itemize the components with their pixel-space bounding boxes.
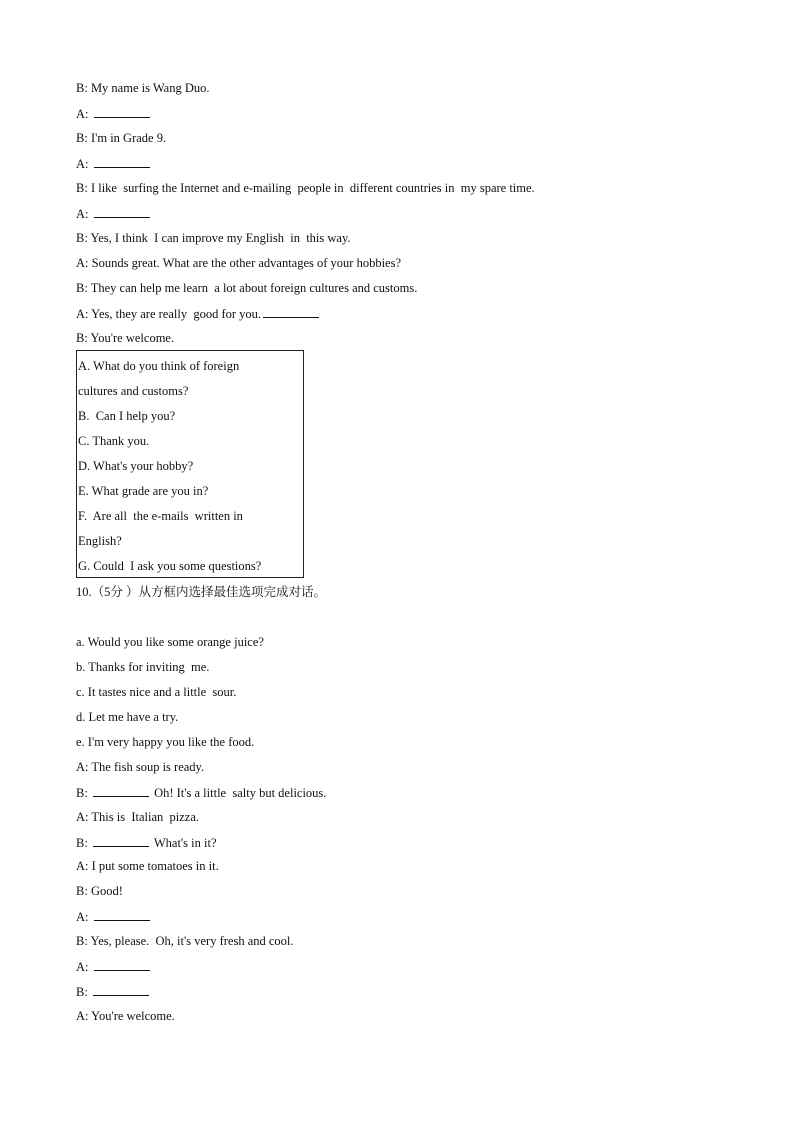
speaker-label: B: <box>76 934 88 948</box>
line-text: This is Italian pizza. <box>91 810 200 824</box>
option-item: b. Thanks for inviting me. <box>76 660 210 674</box>
dialogue-line <box>76 809 199 825</box>
speaker-label: A: <box>76 256 89 270</box>
answer-blank[interactable] <box>93 834 149 847</box>
dialogue-line <box>76 330 174 346</box>
speaker-label: B: <box>76 281 88 295</box>
dialogue-line <box>76 230 351 246</box>
question-title: 10.（5分 ）从方框内选择最佳选项完成对话。 <box>76 585 327 599</box>
answer-blank[interactable] <box>263 305 319 318</box>
option-item: a. Would you like some orange juice? <box>76 635 264 649</box>
speaker-label: A: <box>76 207 89 221</box>
dialogue-line <box>76 80 209 96</box>
dialogue-line <box>76 155 150 172</box>
speaker-label: B: <box>76 81 88 95</box>
speaker-label: A: <box>76 960 89 974</box>
dialogue-line <box>76 784 326 801</box>
speaker-label: A: <box>76 859 89 873</box>
speaker-label: A: <box>76 910 89 924</box>
line-text: What's in it? <box>153 836 217 850</box>
options-box <box>76 350 304 578</box>
option-item: English? <box>78 534 122 548</box>
speaker-label: B: <box>76 181 88 195</box>
speaker-label: B: <box>76 836 88 850</box>
option-item: c. It tastes nice and a little sour. <box>76 685 237 699</box>
speaker-label: A: <box>76 107 89 121</box>
speaker-label: A: <box>76 810 89 824</box>
dialogue-line <box>76 958 150 975</box>
line-text: Good! <box>90 884 123 898</box>
option-item: G. Could I ask you some questions? <box>78 559 262 573</box>
dialogue-line <box>76 933 294 949</box>
option-item: d. Let me have a try. <box>76 710 179 724</box>
dialogue-line <box>76 205 150 222</box>
speaker-label: A: <box>76 1009 89 1023</box>
line-text: I like surfing the Internet and e-mailing people in different countries in my spare time. <box>90 181 535 195</box>
answer-blank[interactable] <box>93 784 149 797</box>
option-item: e. I'm very happy you like the food. <box>76 735 255 749</box>
speaker-label: B: <box>76 884 88 898</box>
dialogue-line <box>76 305 319 322</box>
line-text: I put some tomatoes in it. <box>91 859 219 873</box>
answer-blank[interactable] <box>94 155 150 168</box>
speaker-label: A: <box>76 760 89 774</box>
line-text: My name is Wang Duo. <box>90 81 210 95</box>
option-item: F. Are all the e-mails written in <box>78 509 243 523</box>
dialogue-line <box>76 908 150 925</box>
speaker-label: A: <box>76 307 89 321</box>
option-item: A. What do you think of foreign <box>78 359 240 373</box>
dialogue-line <box>76 1008 175 1024</box>
speaker-label: B: <box>76 331 88 345</box>
option-item: D. What's your hobby? <box>78 459 194 473</box>
speaker-label: B: <box>76 231 88 245</box>
dialogue-line <box>76 759 204 775</box>
dialogue-line <box>76 280 417 296</box>
dialogue-line <box>76 255 401 271</box>
answer-blank[interactable] <box>94 205 150 218</box>
speaker-label: A: <box>76 157 89 171</box>
dialogue-line <box>76 180 535 196</box>
line-text: I'm in Grade 9. <box>90 131 167 145</box>
answer-blank[interactable] <box>93 983 149 996</box>
dialogue-line <box>76 834 217 851</box>
line-text: The fish soup is ready. <box>91 760 205 774</box>
option-item: B. Can I help you? <box>78 409 176 423</box>
option-item: C. Thank you. <box>78 434 150 448</box>
dialogue-line <box>76 983 149 1000</box>
dialogue-line <box>76 105 150 122</box>
answer-blank[interactable] <box>94 105 150 118</box>
answer-blank[interactable] <box>94 958 150 971</box>
speaker-label: B: <box>76 985 88 999</box>
line-text: Oh! It's a little salty but delicious. <box>154 786 327 800</box>
option-item: E. What grade are you in? <box>78 484 209 498</box>
answer-blank[interactable] <box>94 908 150 921</box>
dialogue-line <box>76 858 219 874</box>
speaker-label: B: <box>76 786 88 800</box>
speaker-label: B: <box>76 131 88 145</box>
line-text: They can help me learn a lot about foreign cultures and customs. <box>90 281 418 295</box>
line-text: You're welcome. <box>91 1009 175 1023</box>
line-text: You're welcome. <box>90 331 175 345</box>
line-text: Sounds great. What are the other advantages of your hobbies? <box>91 256 402 270</box>
line-text: Yes, they are really good for you. <box>91 307 262 321</box>
line-text: Yes, I think I can improve my English in this way. <box>90 231 351 245</box>
line-text: Yes, please. Oh, it's very fresh and cool. <box>90 934 294 948</box>
dialogue-line <box>76 130 166 146</box>
dialogue-line <box>76 883 123 899</box>
option-item: cultures and customs? <box>78 384 189 398</box>
